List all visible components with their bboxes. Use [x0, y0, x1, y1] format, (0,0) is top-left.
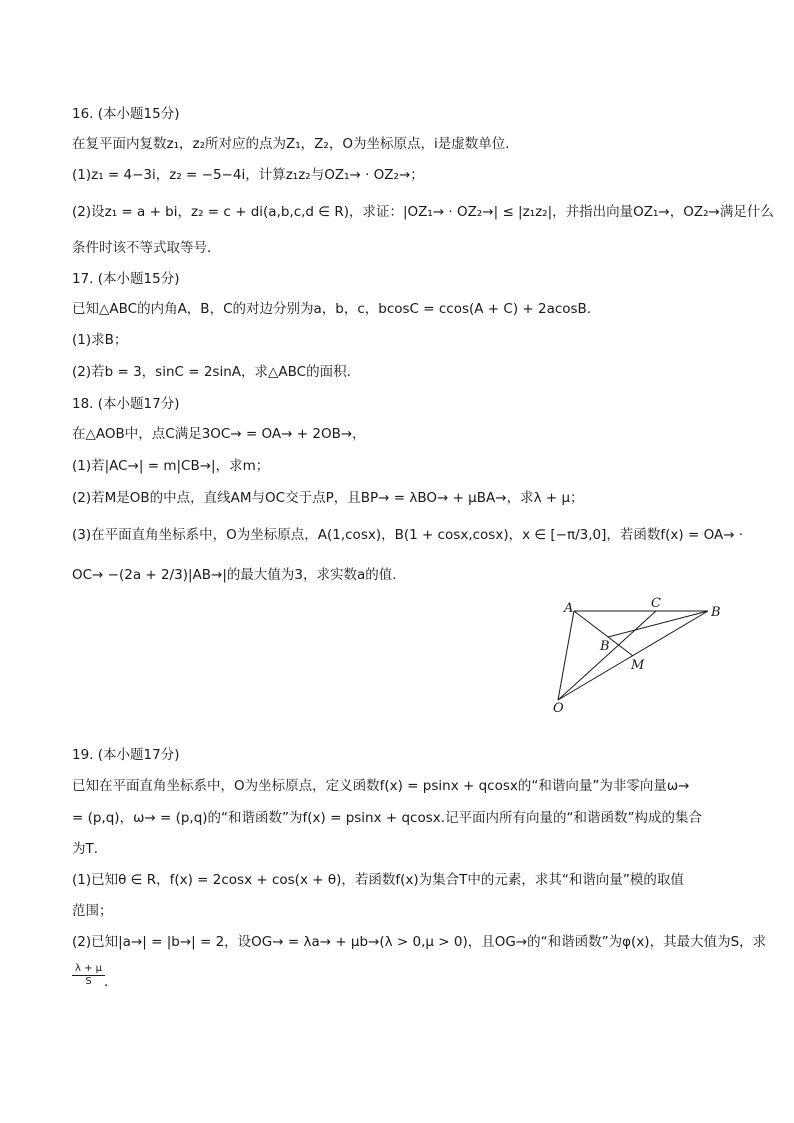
q18-stem: 在△AOB中，点C满足3OC→ = OA→ + 2OB→， [72, 426, 366, 442]
q17-stem: 已知△ABC的内角A，B，C的对边分别为a，b，c，bcosC = ccos(A + C) + 2acosB． [72, 301, 601, 317]
q19-stem-line2: = (p,q)，ω→ = (p,q)的“和谐函数”为f(x) = psinx + qcosx.记平面内所有向量的“和谐函数”构成的集合 [72, 810, 703, 826]
triangle-figure [548, 596, 728, 716]
q18-part3-line2: OC→ −(2a + 2/3)|AB→|的最大值为3，求实数a的值． [72, 567, 406, 583]
q16-part2-line1: (2)设z₁ = a + bi，z₂ = c + di(a,b,c,d ∈ R)，求证：|OZ₁→ · OZ₂→| ≤ |z₁z₂|，并指出向量OZ₁→，OZ₂→满足什么 [72, 204, 774, 220]
q19-part1-line2: 范围； [72, 903, 113, 919]
q19-part2-line1: (2)已知|a→| = |b→| = 2，设OG→ = λa→ + μb→(λ > 0,μ > 0)，且OG→的“和谐函数”为φ(x)，其最大值为S，求 [72, 934, 767, 950]
label-b-inner: B [600, 639, 610, 654]
q19-header: 19. (本小题17分) [72, 747, 180, 763]
label-o: O [553, 701, 564, 716]
q18-part1: (1)若|AC→| = m|CB→|，求m； [72, 458, 270, 474]
q17-part1: (1)求B； [72, 332, 128, 348]
q16-stem: 在复平面内复数z₁，z₂所对应的点为Z₁，Z₂，O为坐标原点，i是虚数单位． [72, 136, 519, 152]
q17-part2: (2)若b = 3，sinC = 2sinA，求△ABC的面积． [72, 364, 361, 380]
label-m: M [631, 658, 645, 673]
segment-bp [608, 611, 708, 637]
q19-part2-end: ． [104, 974, 118, 990]
q17-header: 17. (本小题15分) [72, 271, 180, 287]
label-a: A [564, 601, 574, 616]
label-b-right: B [711, 605, 721, 620]
q19-part1-line1: (1)已知θ ∈ R，f(x) = 2cosx + cos(x + θ)，若函数f(x)为集合T中的元素，求其“和谐向量”模的取值 [72, 872, 684, 888]
q18-part3-line1: (3)在平面直角坐标系中，O为坐标原点，A(1,cosx)，B(1 + cosx,cosx)，x ∈ [−π/3,0]，若函数f(x) = OA→ · [72, 527, 744, 543]
q19-stem-line3: 为T． [72, 841, 108, 857]
segment-ao [558, 611, 574, 700]
q19-stem-line1: 已知在平面直角坐标系中，O为坐标原点，定义函数f(x) = psinx + qcosx的“和谐向量”为非零向量ω→ [72, 778, 690, 794]
q19-fraction-numerator: λ + μ [72, 963, 105, 976]
q16-part2-line2: 条件时该不等式取等号． [72, 240, 221, 256]
q19-fraction [72, 963, 105, 988]
q19-fraction-denominator: S [85, 976, 92, 987]
q18-header: 18. (本小题17分) [72, 396, 180, 412]
q18-part2: (2)若M是OB的中点，直线AM与OC交于点P，且BP→ = λBO→ + μBA→，求λ + μ； [72, 490, 584, 506]
segment-oc [558, 611, 656, 700]
label-c: C [651, 596, 661, 611]
q16-header: 16. (本小题15分) [72, 106, 180, 122]
q16-part1: (1)z₁ = 4−3i，z₂ = −5−4i，计算z₁z₂与OZ₁→ · OZ₂→； [72, 167, 424, 183]
